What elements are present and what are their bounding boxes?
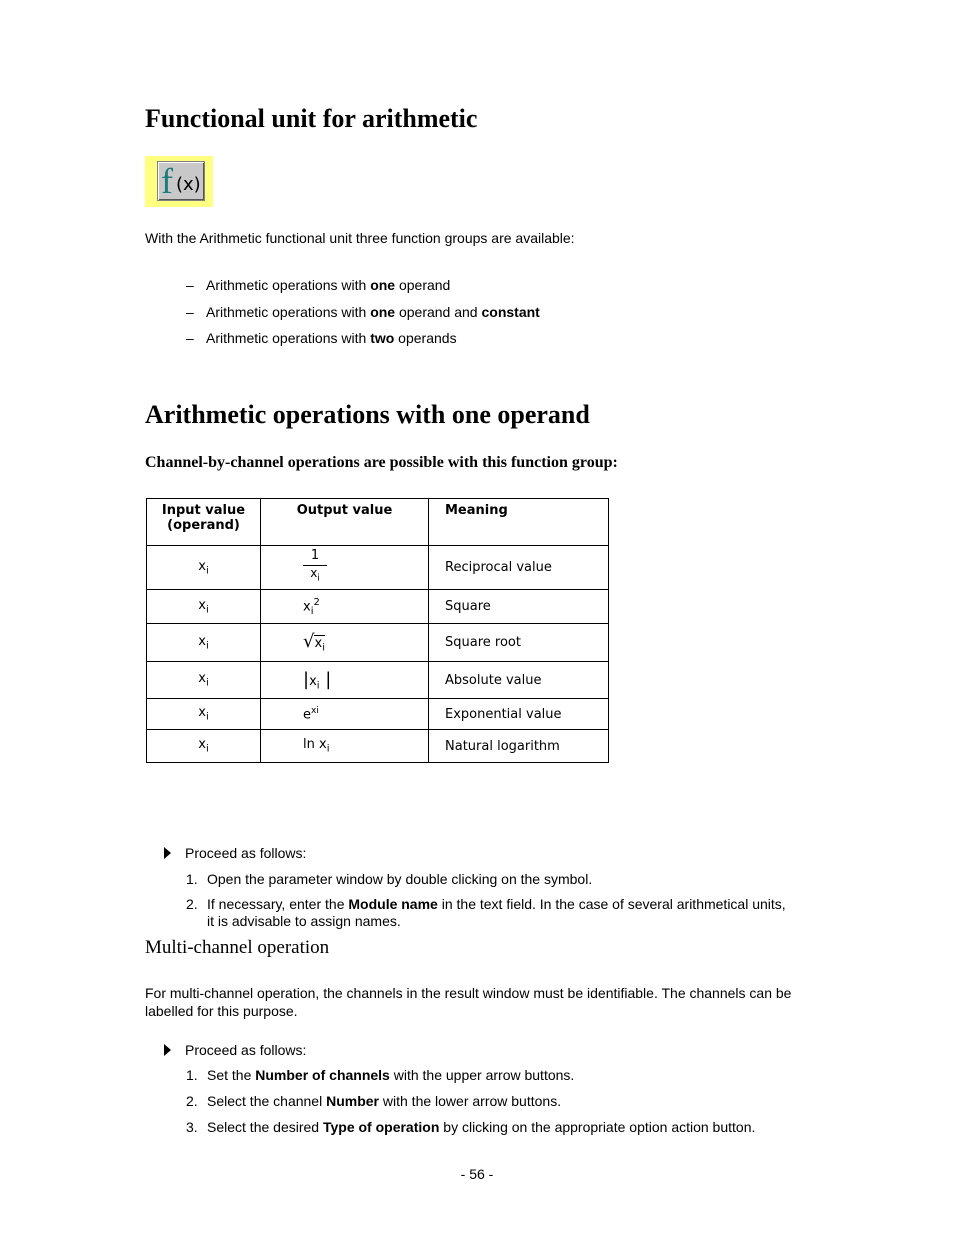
list-item: 1. Set the Number of channels with the upper arrow buttons. bbox=[186, 1067, 575, 1083]
page-number: - 56 - bbox=[460, 1166, 494, 1182]
subsection-title: Multi-channel operation bbox=[145, 937, 330, 958]
fx-button-icon bbox=[157, 161, 205, 201]
header-meaning: Meaning bbox=[429, 499, 609, 546]
list-item: 1. Open the parameter window by double clicking on the symbol. bbox=[186, 871, 593, 887]
table-row: $x_i$ $e^{xi}$ Exponential value bbox=[147, 699, 609, 730]
list-item: 2. If necessary, enter the Module name in the text field. In the case of several arithmetical units, it is advisable to assign names. bbox=[186, 896, 786, 929]
section-title: Arithmetic operations with one operand bbox=[145, 400, 590, 429]
table-row: $x_i$ $√x_i$ Square root bbox=[147, 624, 609, 662]
header-output: Output value bbox=[261, 499, 429, 546]
x-glyph: (x) bbox=[176, 174, 201, 195]
operations-table bbox=[146, 498, 609, 763]
table-row: $x_i$ $x_i^2$ Square bbox=[147, 590, 609, 624]
header-input: Input value (operand) bbox=[147, 499, 261, 546]
list-item: 3. Select the desired Type of operation by clicking on the appropriate option action button. bbox=[186, 1119, 756, 1135]
arrow-right-icon bbox=[164, 1044, 171, 1056]
f-glyph: f bbox=[161, 161, 173, 201]
list-item: – Arithmetic operations with one operand and constant bbox=[186, 304, 540, 320]
subheading: Channel-by-channel operations are possible with this function group: bbox=[145, 454, 618, 471]
intro-text: With the Arithmetic functional unit three function groups are available: bbox=[145, 230, 575, 246]
function-fx-icon bbox=[145, 156, 213, 207]
arrow-right-icon bbox=[164, 847, 171, 859]
table-row: $x_i$ $\ln x_i$ Natural logarithm bbox=[147, 730, 609, 763]
section-title: Functional unit for arithmetic bbox=[145, 104, 478, 133]
multi-channel-text: For multi-channel operation, the channels in the result window must be identifiable. The channels can be labelled for this purpose. bbox=[145, 985, 792, 1019]
table-row: $x_i$ 1 $x_i$ Reciprocal value bbox=[147, 546, 609, 590]
list-item: – Arithmetic operations with one operand bbox=[186, 277, 451, 293]
table-header-row bbox=[147, 499, 609, 546]
list-item: – Arithmetic operations with two operands bbox=[186, 330, 457, 346]
list-item: 2. Select the channel Number with the lower arrow buttons. bbox=[186, 1093, 562, 1109]
sqrt-icon: √ bbox=[303, 631, 315, 653]
proceed-label: Proceed as follows: bbox=[164, 1042, 306, 1058]
proceed-label: Proceed as follows: bbox=[164, 845, 306, 861]
table-row: $x_i$ $|x_i$ | Absolute value bbox=[147, 662, 609, 699]
